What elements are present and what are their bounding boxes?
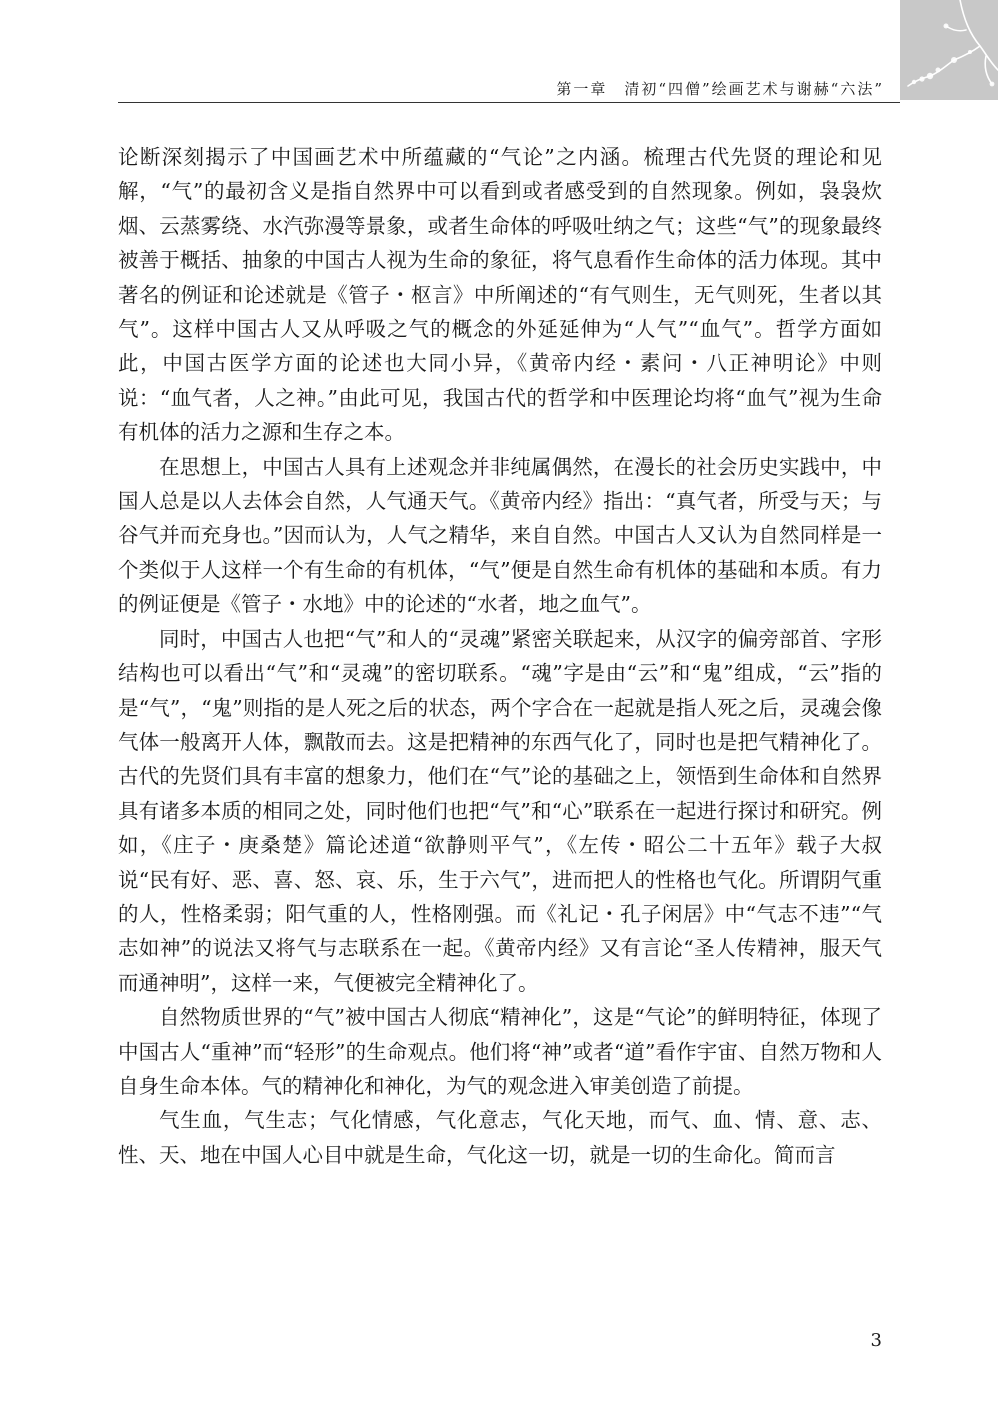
paragraph-5: 气生血，气生志；气化情感，气化意志，气化天地，而气、血、情、意、志、性、天、地在中国人心目中就是生命，气化这一切，就是一切的生命化。简而言 [118, 1108, 882, 1167]
running-header-title: 第一章 清初“四僧”绘画艺术与谢赫“六法” [556, 80, 884, 98]
paragraph-1: 论断深刻揭示了中国画艺术中所蕴藏的“气论”之内涵。梳理古代先贤的理论和见解，“气”的最初含义是指自然界中可以看到或者感受到的自然现象。例如，袅袅炊烟、云蒸雾绕、水汽弥漫等景象，或者生命体的呼吸吐纳之气；这些“气”的现象最终被善于概括、抽象的中国古人视为生命的象征，将气息看作生命体的活力体现。其中著名的例证和论述就是《管子・枢言》中所阐述的“有气则生，无气则死，生者以其气”。这样中国古人又从呼吸之气的概念的外延延伸为“人气”“血气”。哲学方面如此，中国古医学方面的论述也大同小异，《黄帝内经・素问・八正神明论》中则说：“血气者，人之神。”由此可见，我国古代的哲学和中医理论均将“血气”视为生命有机体的活力之源和生存之本。 [118, 145, 882, 445]
paragraph-3: 同时，中国古人也把“气”和人的“灵魂”紧密关联起来，从汉字的偏旁部首、字形结构也可以看出“气”和“灵魂”的密切联系。“魂”字是由“云”和“鬼”组成，“云”指的是“气”，“鬼”则指的是人死之后的状态，两个字合在一起就是指人死之后，灵魂会像气体一般离开人体，飘散而去。这是把精神的东西气化了，同时也是把气精神化了。古代的先贤们具有丰富的想象力，他们在“气”论的基础之上，领悟到生命体和自然界具有诸多本质的相同之处，同时他们也把“气”和“心”联系在一起进行探讨和研究。例如，《庄子・庚桑楚》篇论述道“欲静则平气”，《左传・昭公二十五年》载子大叔说“民有好、恶、喜、怒、哀、乐，生于六气”，进而把人的性格也气化。所谓阴气重的人，性格柔弱；阳气重的人，性格刚强。而《礼记・孔子闲居》中“气志不违”“气志如神”的说法又将气与志联系在一起。《黄帝内经》又有言论“圣人传精神，服天气而通神明”，这样一来，气便被完全精神化了。 [118, 626, 882, 995]
decorative-plum-blossom-corner [900, 0, 998, 100]
body-text [118, 140, 882, 1172]
plum-branch-icon [900, 0, 998, 100]
header-rule [118, 102, 900, 103]
paragraph-4: 自然物质世界的“气”被中国古人彻底“精神化”，这是“气论”的鲜明特征，体现了中国古人“重神”而“轻形”的生命观点。他们将“神”或者“道”看作宇宙、自然万物和人自身生命本体。气的精神化和神化，为气的观念进入审美创造了前提。 [118, 1005, 882, 1098]
page-number: 3 [870, 1330, 882, 1351]
paragraph-2: 在思想上，中国古人具有上述观念并非纯属偶然，在漫长的社会历史实践中，中国人总是以人去体会自然，人气通天气。《黄帝内经》指出：“真气者，所受与天；与谷气并而充身也。”因而认为，人气之精华，来自自然。中国古人又认为自然同样是一个类似于人这样一个有生命的有机体，“气”便是自然生命有机体的基础和本质。有力的例证便是《管子・水地》中的论述的“水者，地之血气”。 [118, 454, 882, 617]
